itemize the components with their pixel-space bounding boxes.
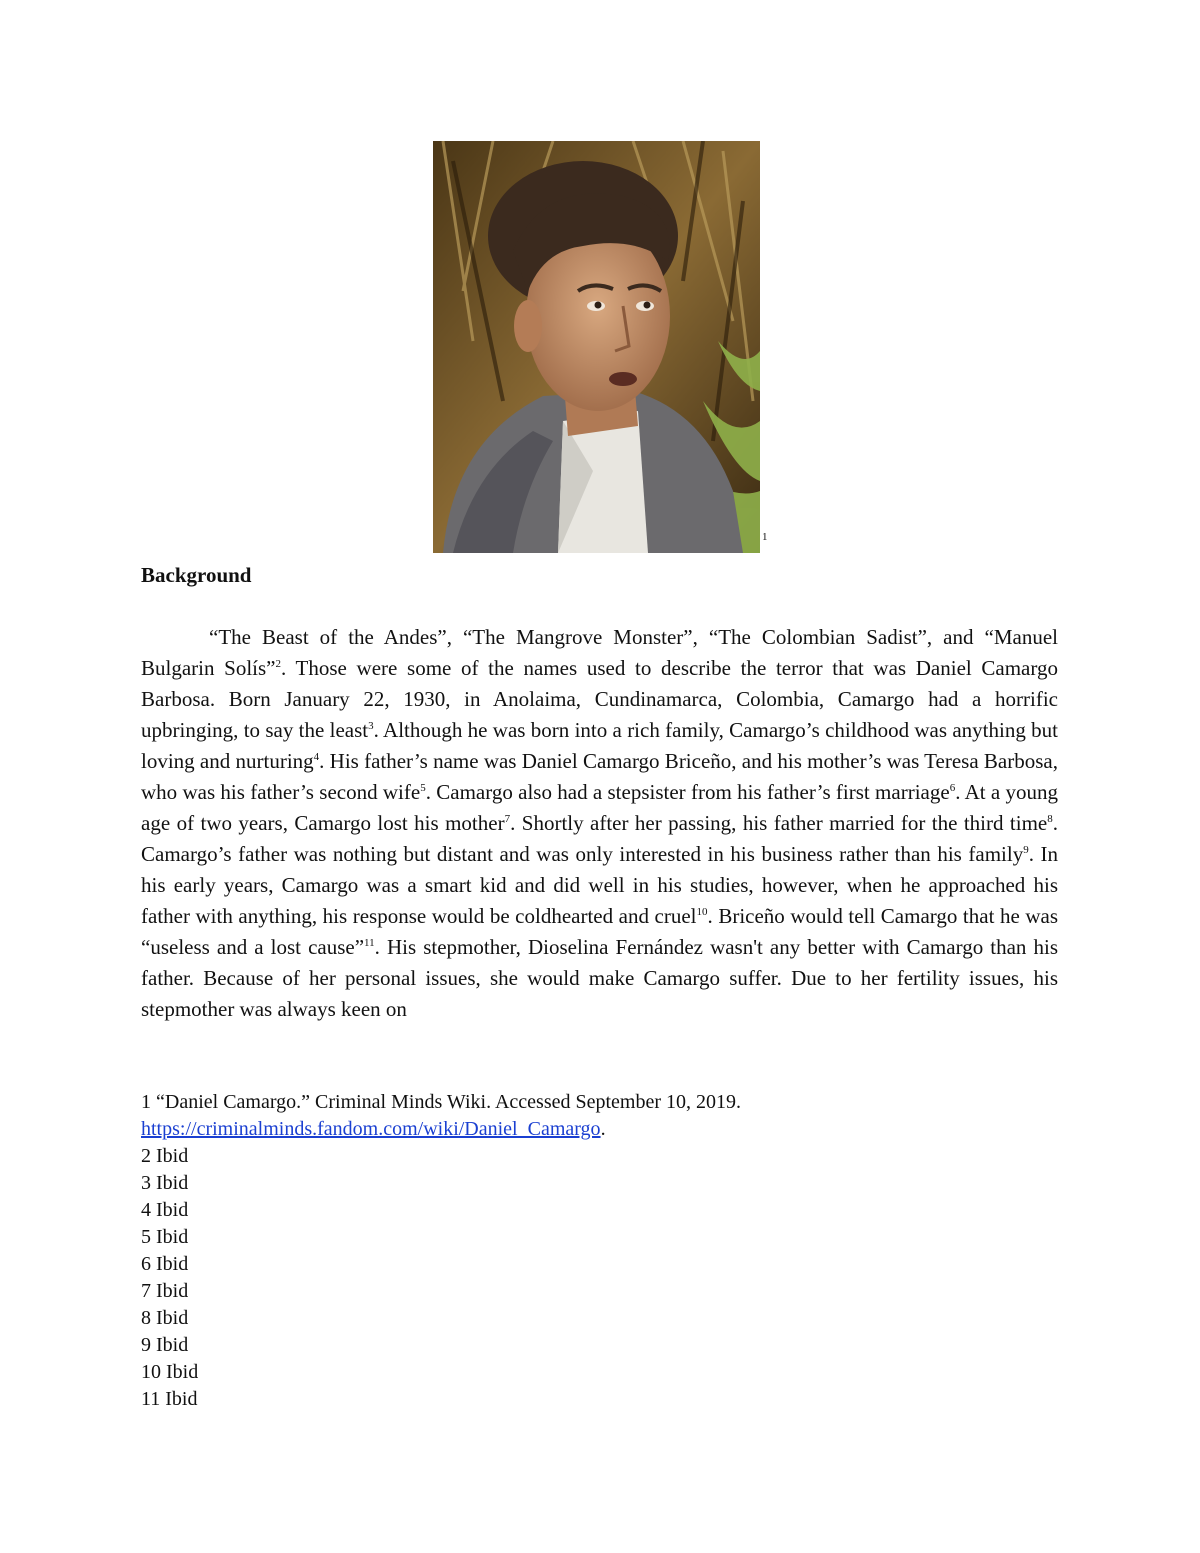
footnote-ref[interactable]: 3 — [368, 720, 374, 732]
portrait-photo — [433, 141, 760, 553]
footnote-item — [141, 1251, 1058, 1278]
footnote-item — [141, 1305, 1058, 1332]
footnote-text: 3 Ibid — [141, 1172, 189, 1194]
footnote-text: 2 Ibid — [141, 1145, 189, 1167]
footnote-text: 4 Ibid — [141, 1199, 189, 1221]
text-segment: . Although he was born into a rich family, Camargo’s childhood was anything but loving and nurturing — [141, 718, 1058, 773]
footnote-text: 6 Ibid — [141, 1253, 189, 1275]
text-segment: . Camargo also had a stepsister from his father’s first marriage — [425, 780, 950, 804]
footnotes-list — [141, 1089, 1058, 1413]
footnote-ref[interactable]: 2 — [275, 658, 282, 670]
footnote-item — [141, 1143, 1058, 1170]
footnote-ref[interactable]: 11 — [364, 937, 375, 949]
footnote-item — [141, 1089, 1058, 1116]
footnote-item — [141, 1359, 1058, 1386]
section-heading: Background — [141, 563, 252, 587]
footnote-item — [141, 1170, 1058, 1197]
footnote-item — [141, 1278, 1058, 1305]
footnote-item — [141, 1197, 1058, 1224]
text-segment: . Camargo’s father was nothing but distant and was only interested in his business rather than his family — [141, 811, 1059, 866]
footnote-item — [141, 1224, 1058, 1251]
footnote-ref[interactable]: 7 — [504, 813, 511, 825]
footnote-text: 5 Ibid — [141, 1226, 189, 1248]
footnote-ref[interactable]: 10 — [696, 906, 708, 918]
footnote-text: 7 Ibid — [141, 1280, 189, 1302]
text-segment: “The Beast of the Andes”, “The Mangrove Monster”, “The Colombian Sadist”, and “Manuel Bulgarin Solís” — [141, 625, 1058, 680]
footnote-item — [141, 1116, 1058, 1143]
portrait-illustration — [433, 141, 760, 553]
footnote-item — [141, 1332, 1058, 1359]
text-segment: . Briceño would tell Camargo that he was “useless and a lost cause” — [141, 904, 1058, 959]
footnote-ref[interactable]: 9 — [1023, 844, 1029, 856]
footnote-ref[interactable]: 8 — [1047, 813, 1053, 825]
footnote-text: 1 “Daniel Camargo.” Criminal Minds Wiki. Accessed September 10, 2019. — [141, 1091, 742, 1113]
text-segment: . Those were some of the names used to describe the terror that was Daniel Camargo Barbosa. Born January 22, 1930, in Anolaima, Cundinamarca, Colombia, Camargo had a horrific upbringing, to say the least — [141, 656, 1058, 742]
footnote-item — [141, 1386, 1058, 1413]
footnote-link-period: . — [600, 1118, 606, 1140]
text-segment: . At a young age of two years, Camargo lost his mother — [141, 780, 1058, 835]
footnote-ref[interactable]: 4 — [313, 751, 320, 763]
text-segment: . In his early years, Camargo was a smart kid and did well in his studies, however, when he approached his father with anything, his response would be coldhearted and cruel — [141, 842, 1058, 928]
footnote-text: 8 Ibid — [141, 1307, 189, 1329]
footnote-ref[interactable]: 6 — [949, 782, 956, 794]
footnote-text: 9 Ibid — [141, 1334, 189, 1356]
footnote-text: 10 Ibid — [141, 1361, 199, 1383]
body-paragraph — [141, 622, 1058, 1025]
portrait-figure — [433, 141, 768, 553]
photo-footnote-ref: 1 — [762, 531, 768, 543]
footnote-source-link[interactable]: https://criminalminds.fandom.com/wiki/Daniel_Camargo — [141, 1118, 601, 1140]
text-segment: . His father’s name was Daniel Camargo Briceño, and his mother’s was Teresa Barbosa, who was his father’s second wife — [141, 749, 1058, 804]
text-segment: . His stepmother, Dioselina Fernández wasn't any better with Camargo than his father. Because of her personal issues, she would make Camargo suffer. Due to her fertility issues, his stepmother was always keen on — [141, 935, 1058, 1021]
text-segment: . Shortly after her passing, his father married for the third time — [510, 811, 1048, 835]
footnote-ref[interactable]: 5 — [420, 782, 426, 794]
footnote-text: 11 Ibid — [141, 1388, 198, 1410]
